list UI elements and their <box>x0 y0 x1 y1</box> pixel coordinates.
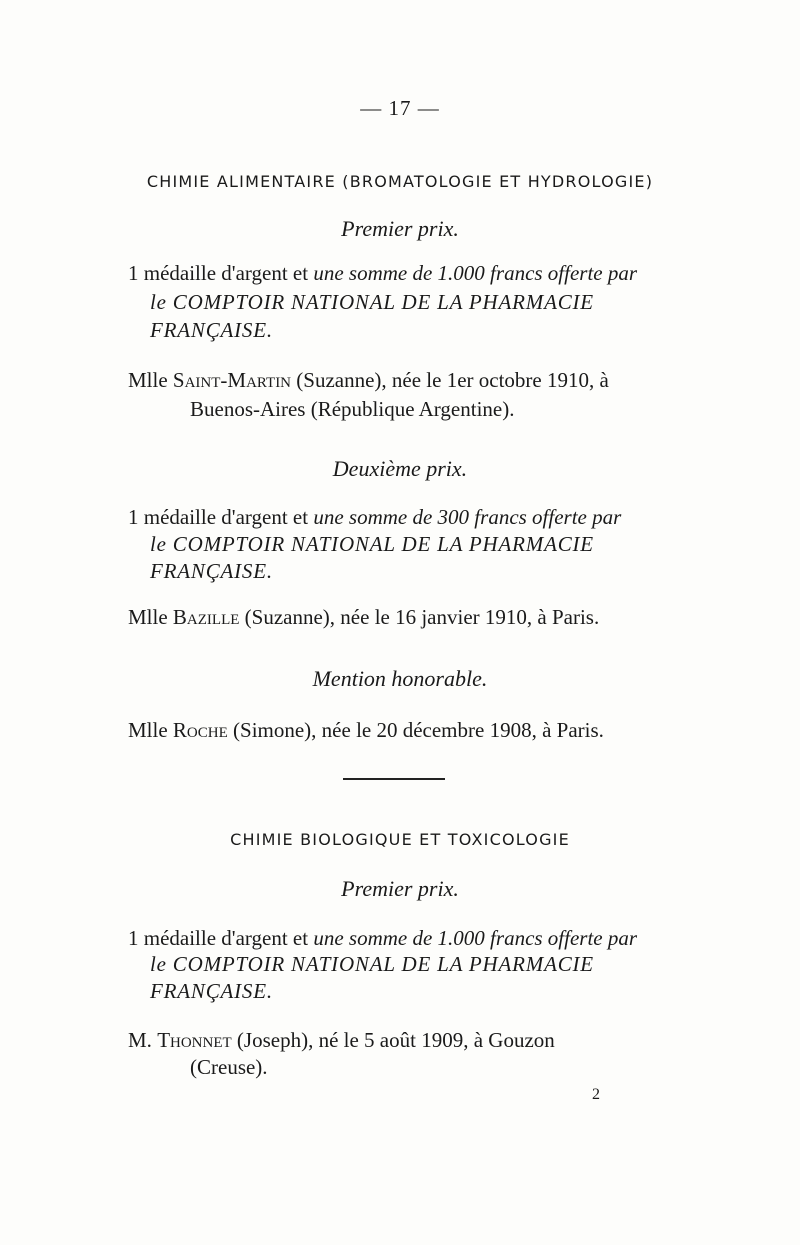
award-prefix: 1 médaille d'argent et <box>128 926 314 950</box>
winner-title: Mlle <box>128 368 173 392</box>
award-line-3: FRANÇAISE. <box>150 318 273 342</box>
winner-name: Bazille <box>172 605 240 629</box>
award-line-2: le COMPTOIR NATIONAL DE LA PHARMACIE <box>150 532 594 556</box>
winner-line-2: (Creuse). <box>190 1055 268 1079</box>
prize-heading-deuxieme: Deuxième prix. <box>332 456 468 481</box>
winner-line-2: Buenos-Aires (République Argentine). <box>190 397 515 421</box>
winner-details: (Suzanne), née le 1er octobre 1910, à <box>291 368 609 392</box>
winner-name: Saint-Martin <box>172 368 292 392</box>
award-line-1 <box>128 505 621 530</box>
winner-name: Roche <box>172 718 228 742</box>
winner-details: (Suzanne), née le 16 janvier 1910, à Paris. <box>239 605 600 629</box>
award-amount: une somme de 300 francs offerte par <box>313 505 622 529</box>
page-number: — 17 — <box>360 96 440 120</box>
award-line-1 <box>128 926 637 951</box>
section-title-chimie-biologique: CHIMIE BIOLOGIQUE ET TOXICOLOGIE <box>230 830 570 849</box>
winner-line-1 <box>128 718 604 743</box>
winner-title: Mlle <box>128 605 173 629</box>
prize-heading-premier: Premier prix. <box>341 216 459 241</box>
winner-title: M. <box>128 1028 158 1052</box>
section-title-chimie-alimentaire: CHIMIE ALIMENTAIRE (BROMATOLOGIE ET HYDROLOGIE) <box>146 172 654 191</box>
award-amount: une somme de 1.000 francs offerte par <box>313 926 638 950</box>
prize-heading-mention: Mention honorable. <box>312 666 488 691</box>
winner-details: (Joseph), né le 5 août 1909, à Gouzon <box>231 1028 555 1052</box>
award-line-2: le COMPTOIR NATIONAL DE LA PHARMACIE <box>150 952 594 976</box>
winner-details: (Simone), née le 20 décembre 1908, à Paris. <box>227 718 604 742</box>
section-divider <box>343 778 445 780</box>
award-amount: une somme de 1.000 francs offerte par <box>313 261 638 285</box>
award-line-3: FRANÇAISE. <box>150 979 273 1003</box>
prize-heading-premier: Premier prix. <box>341 876 459 901</box>
winner-line-1 <box>128 1028 555 1053</box>
winner-name: Thonnet <box>157 1028 232 1052</box>
award-prefix: 1 médaille d'argent et <box>128 505 314 529</box>
winner-line-1 <box>128 368 609 393</box>
winner-title: Mlle <box>128 718 173 742</box>
award-line-2: le COMPTOIR NATIONAL DE LA PHARMACIE <box>150 290 594 314</box>
award-line-1 <box>128 261 637 286</box>
winner-line-1 <box>128 605 599 630</box>
signature-mark: 2 <box>592 1086 600 1103</box>
award-line-3: FRANÇAISE. <box>150 559 273 583</box>
award-prefix: 1 médaille d'argent et <box>128 261 314 285</box>
